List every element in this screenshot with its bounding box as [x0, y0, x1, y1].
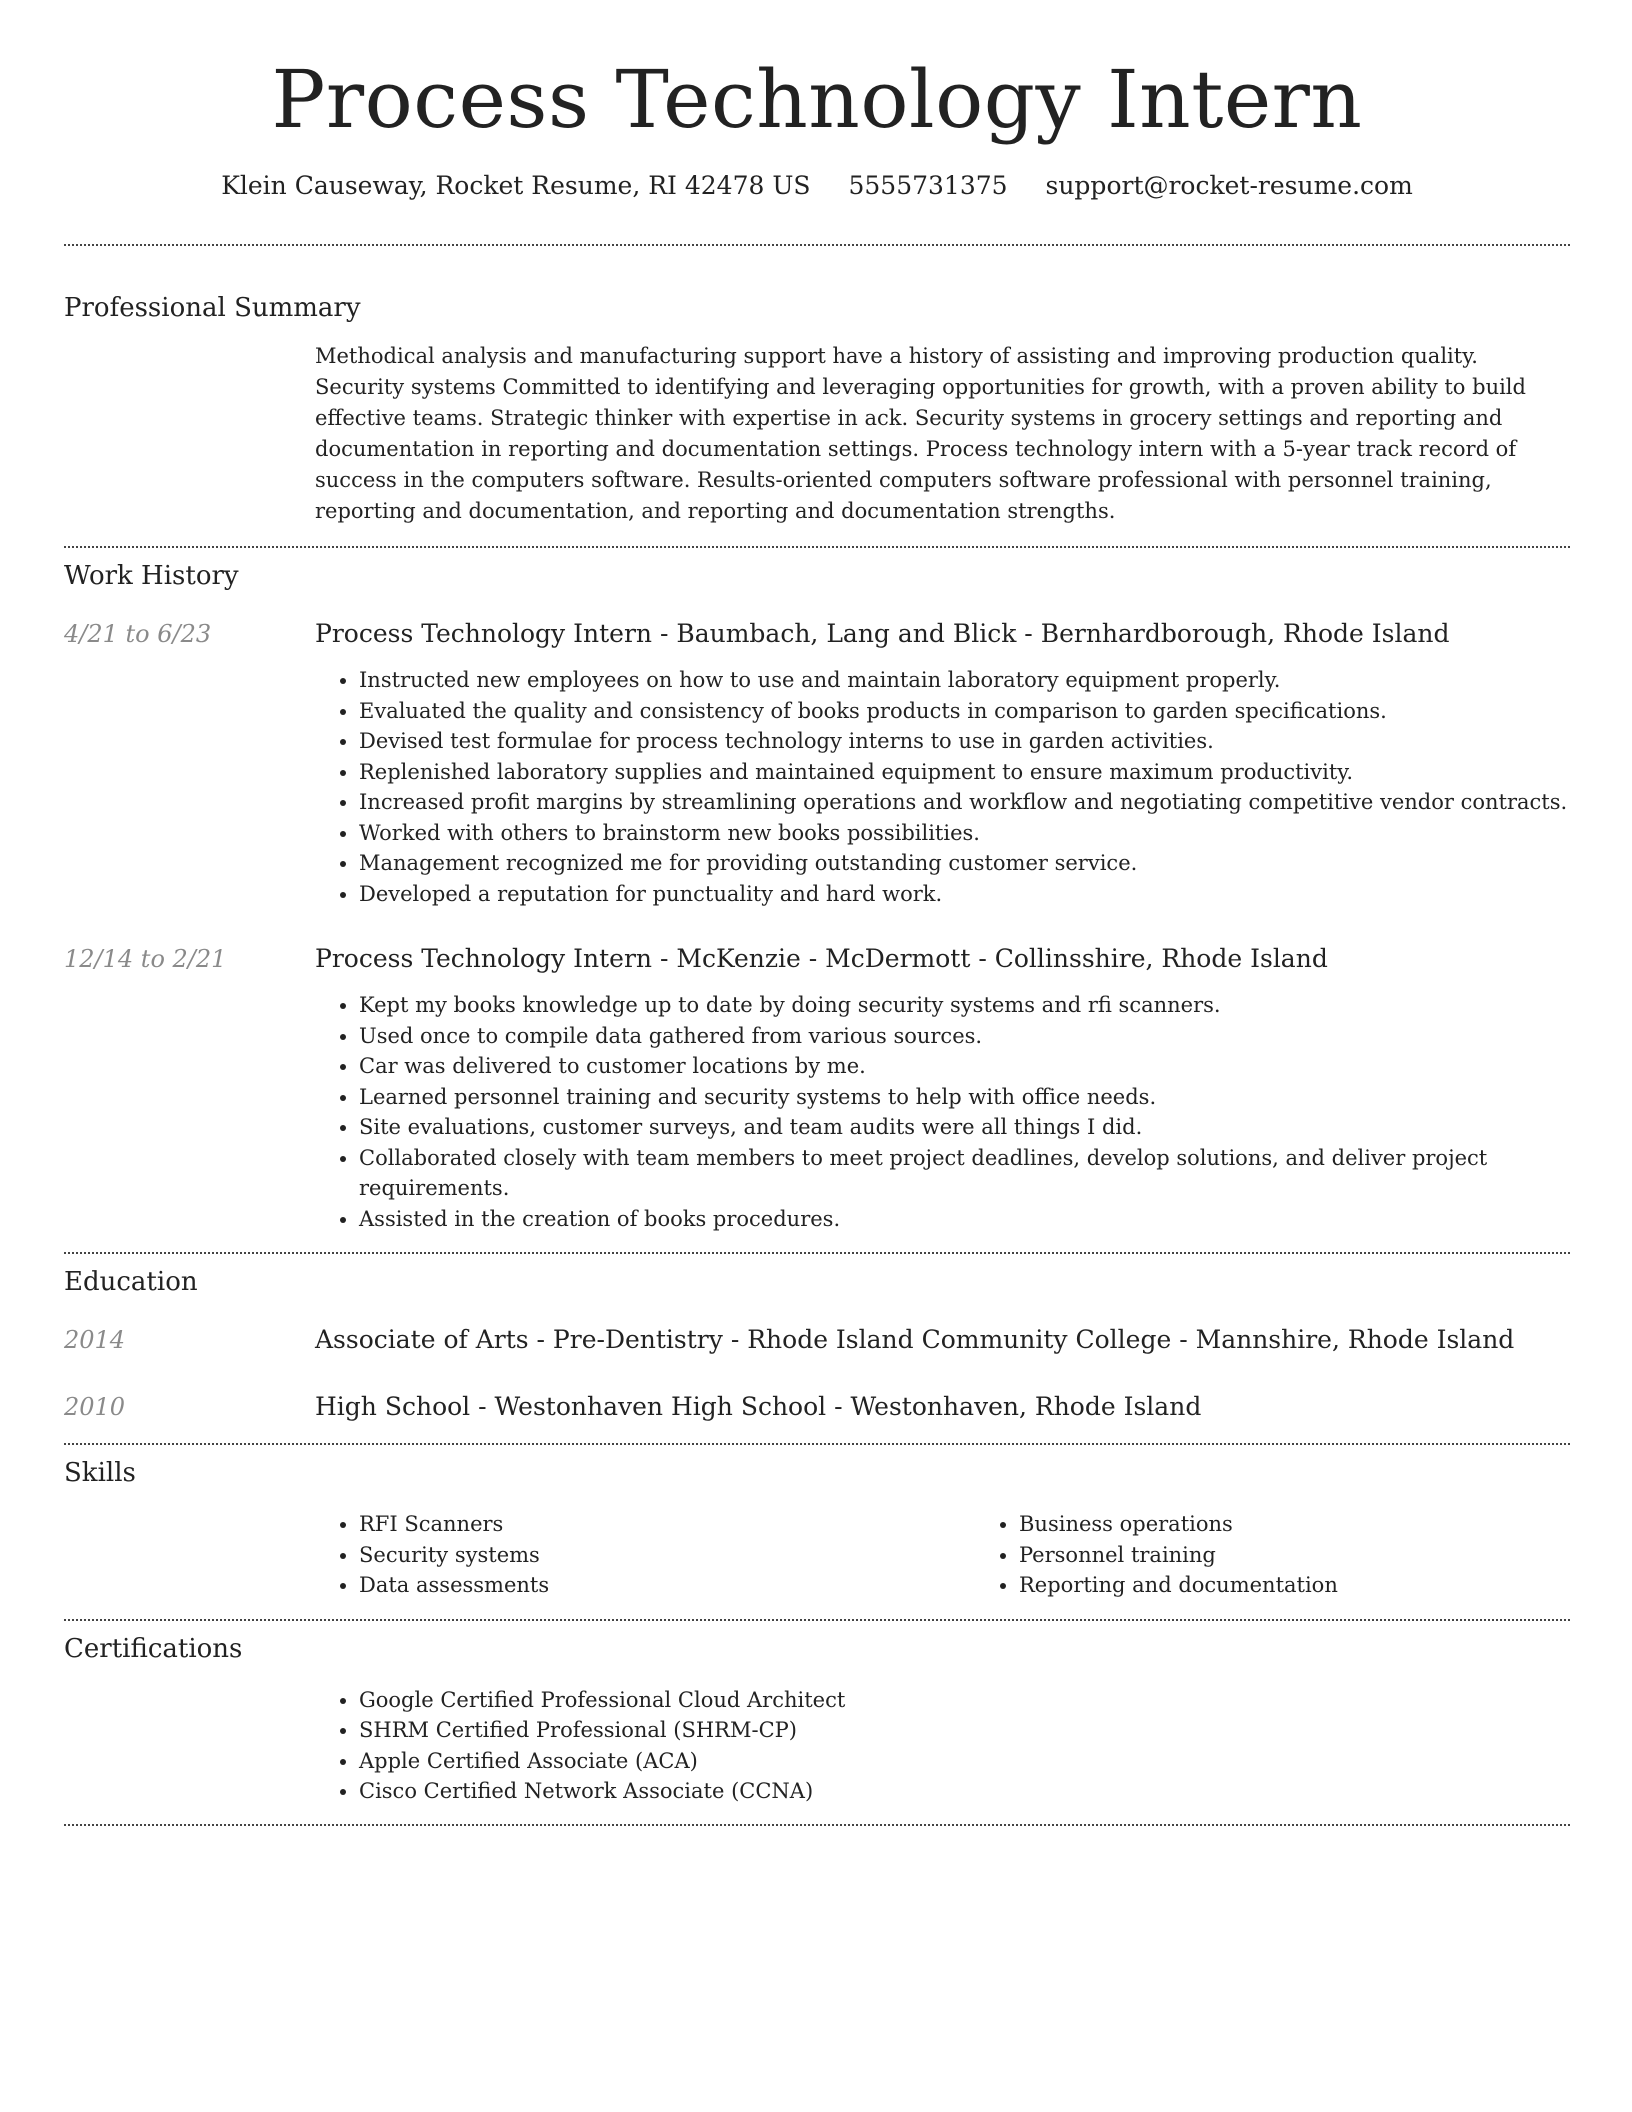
job-bullet: • Learned personnel training and security systems to help with office needs.	[359, 1082, 1570, 1113]
section-title-education: Education	[64, 1267, 198, 1297]
job-bullet: • Devised test formulae for process technology interns to use in garden activities.	[359, 726, 1570, 757]
education-section	[64, 1265, 1570, 1424]
job-bullet: • Instructed new employees on how to use and maintain laboratory equipment properly.	[359, 665, 1570, 696]
contact-line	[64, 168, 1570, 204]
education-entry	[64, 1390, 1570, 1424]
section-title-skills: Skills	[64, 1458, 136, 1488]
job-bullet: • Site evaluations, customer surveys, and team audits were all things I did.	[359, 1112, 1570, 1143]
divider	[64, 1824, 1570, 1826]
contact-phone: 5555731375	[848, 171, 1008, 200]
section-title-work-history: Work History	[64, 561, 239, 591]
work-history-section	[64, 559, 1570, 1234]
job-heading: Process Technology Intern - McKenzie - McDermott - Collinsshire, Rhode Island	[315, 944, 1328, 973]
resume-name: Process Technology Intern	[271, 53, 1363, 146]
job-entry	[64, 617, 1570, 909]
contact-email: support@rocket-resume.com	[1045, 171, 1413, 200]
skill-item: • Security systems	[359, 1540, 975, 1571]
certification-item: • Google Certified Professional Cloud Architect	[359, 1685, 1570, 1716]
section-title-certifications: Certifications	[64, 1633, 243, 1664]
summary-row	[64, 341, 1570, 527]
skill-item: • Data assessments	[359, 1570, 975, 1601]
certifications-section	[64, 1632, 1570, 1807]
job-dates: 12/14 to 2/21	[64, 945, 227, 973]
education-entry	[64, 1323, 1570, 1357]
education-year: 2010	[64, 1393, 126, 1421]
divider	[64, 1619, 1570, 1621]
divider	[64, 244, 1570, 246]
contact-address: Klein Causeway, Rocket Resume, RI 42478 US	[221, 171, 811, 200]
skills-columns	[315, 1509, 1632, 1601]
job-bullet: • Car was delivered to customer locations by me.	[359, 1051, 1570, 1082]
job-bullets	[315, 990, 1570, 1234]
skill-item: • RFI Scanners	[359, 1509, 975, 1540]
certification-item: • Apple Certified Associate (ACA)	[359, 1746, 1570, 1777]
skill-item: • Business operations	[1019, 1509, 1632, 1540]
job-bullet: • Increased profit margins by streamlining operations and workflow and negotiating competitive vendor contracts.	[359, 787, 1570, 818]
job-content	[315, 617, 1570, 909]
job-bullet: • Replenished laboratory supplies and maintained equipment to ensure maximum productivity.	[359, 757, 1570, 788]
job-bullet: • Used once to compile data gathered from various sources.	[359, 1021, 1570, 1052]
education-year: 2014	[64, 1326, 126, 1354]
job-heading: Process Technology Intern - Baumbach, Lang and Blick - Bernhardborough, Rhode Island	[315, 619, 1450, 648]
job-dates: 4/21 to 6/23	[64, 620, 212, 648]
section-title-summary: Professional Summary	[64, 293, 361, 323]
skills-list-left	[315, 1509, 975, 1601]
certification-item: • SHRM Certified Professional (SHRM-CP)	[359, 1715, 1570, 1746]
certification-item: • Cisco Certified Network Associate (CCNA)	[359, 1776, 1570, 1807]
certifications-content	[315, 1685, 1570, 1807]
job-bullet: • Worked with others to brainstorm new books possibilities.	[359, 818, 1570, 849]
job-bullets	[315, 665, 1570, 909]
skill-item: • Personnel training	[1019, 1540, 1632, 1571]
job-bullet: • Evaluated the quality and consistency of books products in comparison to garden specifications.	[359, 696, 1570, 727]
summary-section	[64, 291, 1570, 527]
certifications-list	[315, 1685, 1570, 1807]
job-bullet: • Developed a reputation for punctuality and hard work.	[359, 879, 1570, 910]
resume-page	[64, 0, 1570, 1826]
divider	[64, 1252, 1570, 1254]
education-text: Associate of Arts - Pre-Dentistry - Rhode Island Community College - Mannshire, Rhode Island	[315, 1325, 1515, 1354]
certifications-row	[64, 1685, 1570, 1807]
divider	[64, 1443, 1570, 1445]
divider	[64, 546, 1570, 548]
job-bullet: • Kept my books knowledge up to date by doing security systems and rfi scanners.	[359, 990, 1570, 1021]
job-entry	[64, 942, 1570, 1234]
skills-row	[64, 1509, 1570, 1601]
education-text: High School - Westonhaven High School - Westonhaven, Rhode Island	[315, 1392, 1202, 1421]
skills-section	[64, 1456, 1570, 1601]
job-bullet: • Collaborated closely with team members to meet project deadlines, develop solutions, and deliver project requirements.	[359, 1143, 1570, 1204]
skill-item: • Reporting and documentation	[1019, 1570, 1632, 1601]
job-bullet: • Management recognized me for providing outstanding customer service.	[359, 848, 1570, 879]
job-bullet: • Assisted in the creation of books procedures.	[359, 1204, 1570, 1235]
skills-list-right	[975, 1509, 1632, 1601]
job-content	[315, 942, 1570, 1234]
summary-text: Methodical analysis and manufacturing support have a history of assisting and improving production quality. Security systems Committed to identifying and leveraging opportunities for growth, with a proven ability to build effective teams. Strategic thinker with expertise in ack. Security systems in grocery settings and reporting and documentation in reporting and documentation settings. Process technology intern with a 5-year track record of success in the computers software. Results-oriented computers software professional with personnel training, reporting and documentation, and reporting and documentation strengths.	[315, 344, 1526, 523]
